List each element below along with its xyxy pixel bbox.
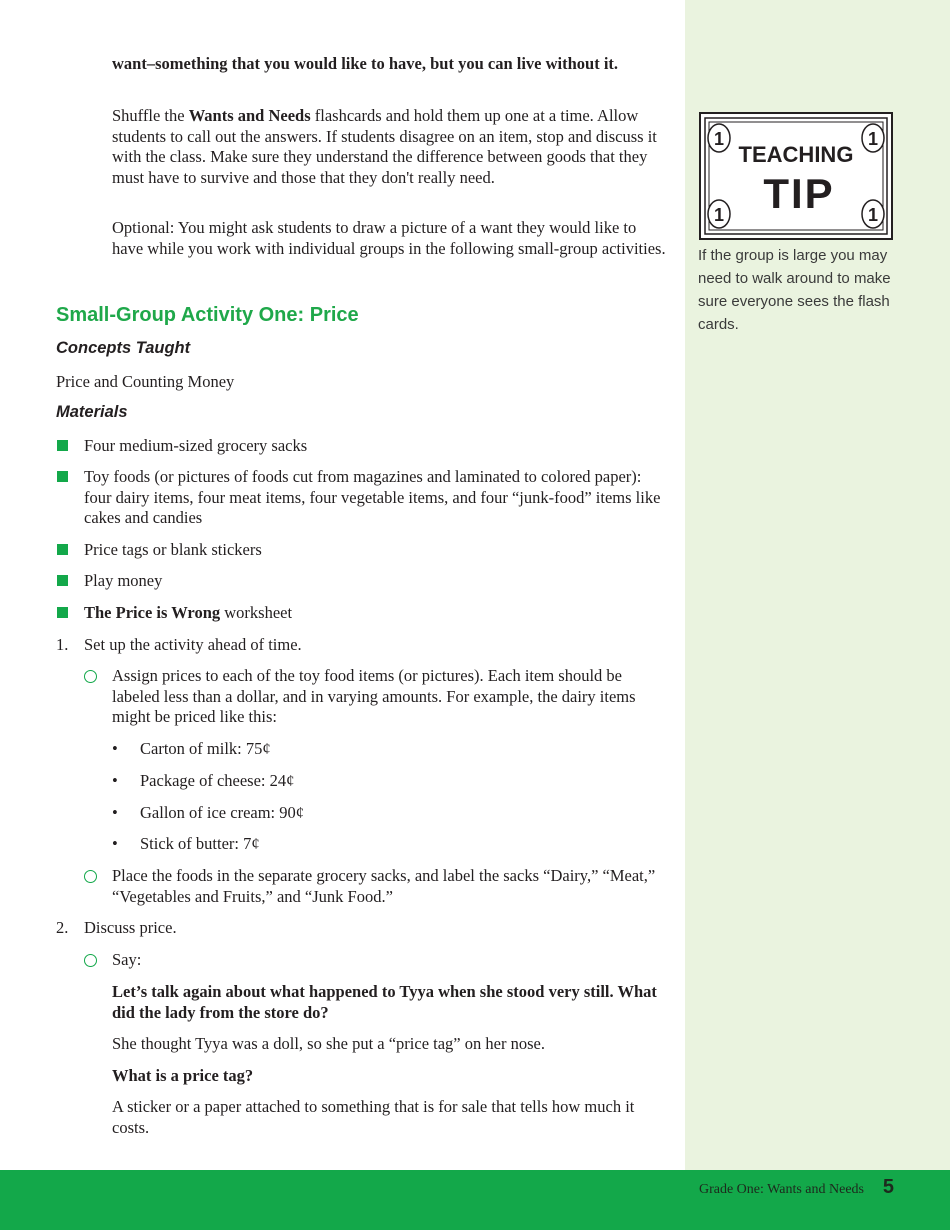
footer-bar [0,1170,950,1230]
square-bullet [57,575,68,586]
optional-paragraph: Optional: You might ask students to draw a picture of a want they would like to have while you work with individual groups in the following small-group activities. [112,218,666,258]
dot-bullet: • [112,739,118,758]
step-number: 2. [56,918,69,937]
square-bullet [57,440,68,451]
worksheet-rest: worksheet [220,603,293,622]
material-item: Four medium-sized grocery sacks [84,436,308,455]
circle-bullet [84,870,97,883]
corner-digit: 1 [867,129,879,149]
teaching-tip-graphic [699,112,893,240]
worksheet-title: The Price is Wrong [84,603,221,622]
circle-bullet [84,954,97,967]
section-title: Small-Group Activity One: Price [56,304,359,326]
footer-title: Grade One: Wants and Needs [698,1182,864,1197]
question-text: What is a price tag? [112,1066,254,1085]
answer-text: She thought Tyya was a doll, so she put a “price tag” on her nose. [112,1034,545,1053]
shuffle-post: flashcards and hold them up one at a time. Allow students to call out the answers. If students disagree on an item, stop and discuss it with the class. Make sure they understand the difference between goods that they must have to survive and those that they don't really need. [112,106,657,187]
shuffle-bold: Wants and Needs [188,106,311,125]
step-text: Set up the activity ahead of time. [84,635,302,654]
dot-bullet: • [112,771,118,790]
square-bullet [57,607,68,618]
price-item: Gallon of ice cream: 90¢ [140,803,305,822]
shuffle-pre: Shuffle the [112,106,189,125]
shuffle-paragraph [112,106,667,188]
question-text: Let’s talk again about what happened to Tyya when she stood very still. What did the lady from the store do? [112,982,657,1022]
price-item: Package of cheese: 24¢ [140,771,295,790]
tip-title-bottom: TIP [763,170,835,217]
corner-digit: 1 [713,129,725,149]
corner-digit: 1 [713,205,725,225]
answer-text: A sticker or a paper attached to something that is for sale that tells how much it costs. [112,1097,635,1137]
page-number: 5 [882,1176,894,1198]
corner-digit: 1 [867,205,879,225]
material-item-worksheet [84,603,664,624]
step-text: Discuss price. [84,918,177,937]
substep-text: Say: [112,950,142,969]
circle-bullet [84,670,97,683]
concepts-heading: Concepts Taught [56,339,191,357]
concepts-text: Price and Counting Money [56,372,235,391]
teaching-tip-badge [699,112,893,240]
material-item: Price tags or blank stickers [84,540,262,559]
square-bullet [57,544,68,555]
materials-heading: Materials [56,403,128,421]
dot-bullet: • [112,834,118,853]
tip-caption: If the group is large you may need to walk around to make sure everyone sees the flash cards. [698,247,891,333]
price-item: Stick of butter: 7¢ [140,834,260,853]
substep-text: Assign prices to each of the toy food items (or pictures). Each item should be labeled less than a dollar, and in varying amounts. For example, the dairy items might be priced like this: [112,666,636,726]
step-number: 1. [56,635,69,654]
square-bullet [57,471,68,482]
tip-title-top: TEACHING [738,142,854,167]
substep-text: Place the foods in the separate grocery sacks, and label the sacks “Dairy,” “Meat,” “Vegetables and Fruits,” and “Junk Food.” [112,866,656,906]
want-definition: want–something that you would like to have, but you can live without it. [112,54,619,73]
material-item: Play money [84,571,163,590]
dot-bullet: • [112,803,118,822]
price-item: Carton of milk: 75¢ [140,739,271,758]
material-item: Toy foods (or pictures of foods cut from magazines and laminated to colored paper): four dairy items, four meat items, four vegetable items, and four “junk-food” items like cakes and candies [84,467,661,527]
